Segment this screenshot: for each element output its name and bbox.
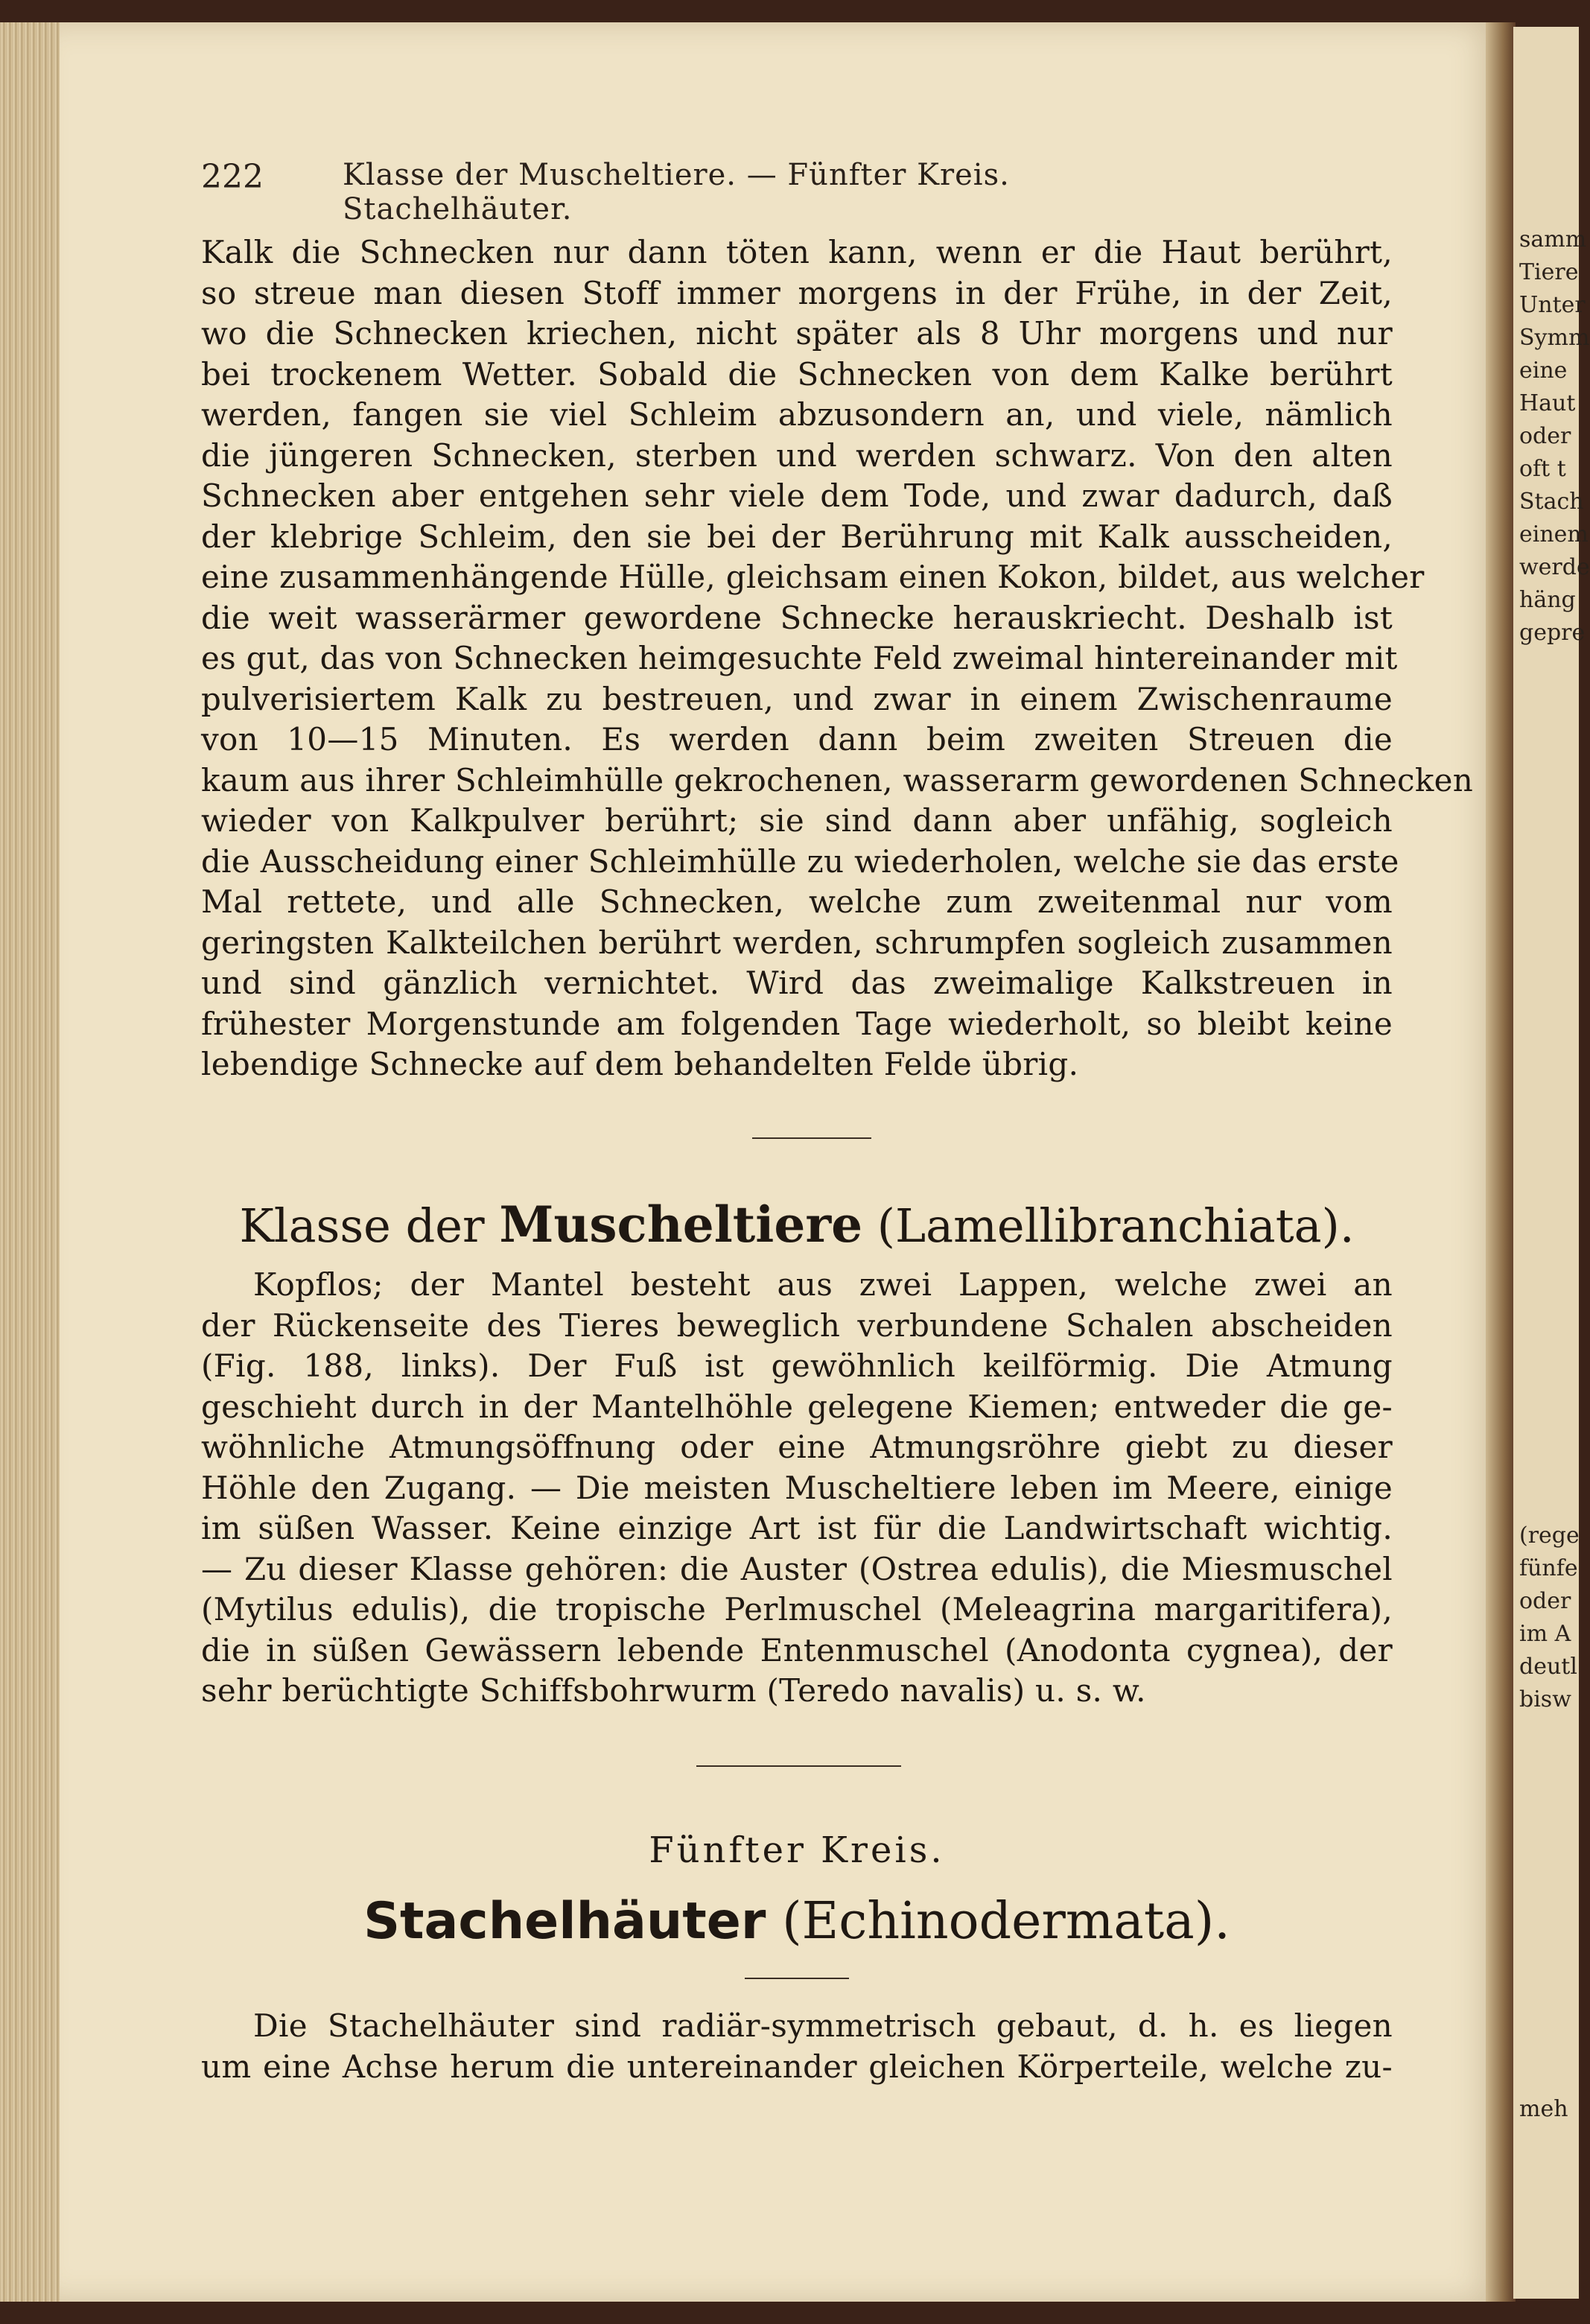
text-line: lebendige Schnecke auf dem behandelten Felde übrig. [201, 1046, 1079, 1082]
text-line: — Zu dieser Klasse gehören: die Auster (Ostrea edulis), die Miesmuschel [201, 1550, 1393, 1587]
facing-fragment: bisw [1519, 1686, 1571, 1712]
running-title: Klasse der Muscheltiere. — Fünfter Kreis. Stachelhäuter. [343, 158, 1010, 226]
heading-latin: (Lamellibranchiata). [877, 1198, 1355, 1253]
facing-page-text-middle [1519, 1520, 1580, 1716]
facing-fragment: oder [1519, 423, 1571, 449]
text-line: sehr berüchtigte Schiffsbohrwurm (Teredo navalis) u. s. w. [201, 1672, 1146, 1709]
section-divider [752, 1137, 871, 1139]
text-line: geschieht durch in der Mantelhöhle gelegene Kiemen; entweder die ge- [201, 1388, 1393, 1425]
facing-fragment: meh [1519, 2096, 1568, 2122]
text-line: so streue man diesen Stoff immer morgens in der Frühe, in der Zeit, [201, 274, 1393, 311]
text-line: kaum aus ihrer Schleimhülle gekrochenen, wasserarm gewordenen Schnecken [201, 761, 1474, 799]
text-line: der klebrige Schleim, den sie bei der Berührung mit Kalk ausscheiden, [201, 518, 1393, 555]
text-line: pulverisiertem Kalk zu bestreuen, und zwar in einem Zwischenraume [201, 680, 1393, 717]
text-line: Kalk die Schnecken nur dann töten kann, wenn er die Haut berührt, [201, 234, 1393, 270]
section-divider [696, 1765, 901, 1767]
paragraph-3 [201, 2006, 1393, 2087]
text-line: die jüngeren Schnecken, sterben und werden schwarz. Von den alten [201, 436, 1393, 474]
text-line: Kopflos; der Mantel besteht aus zwei Lappen, welche zwei an [253, 1266, 1393, 1303]
text-line: Schnecken aber entgehen sehr viele dem Tode, und zwar dadurch, daß [201, 477, 1393, 514]
text-line: Die Stachelhäuter sind radiär-symmetrisch gebaut, d. h. es liegen [253, 2007, 1393, 2044]
text-line: der Rückenseite des Tieres beweglich verbundene Schalen abscheiden [201, 1307, 1393, 1344]
facing-fragment: (rege [1519, 1523, 1580, 1549]
section-divider [745, 1978, 849, 1979]
section-heading-muscheltiere [201, 1196, 1393, 1254]
text-line: von 10—15 Minuten. Es werden dann beim zweiten Streuen die [201, 721, 1393, 758]
heading-prefix: Klasse der [239, 1198, 485, 1253]
facing-fragment: fünfe [1519, 1555, 1578, 1581]
paragraph-1 [201, 232, 1474, 1085]
heading-main: Stachelhäuter [363, 1892, 766, 1951]
text-line: eine zusammenhängende Hülle, gleichsam einen Kokon, bildet, aus welcher [201, 559, 1425, 595]
facing-page-text-top [1519, 223, 1590, 650]
book-gutter [1486, 22, 1516, 2302]
facing-fragment: werde [1519, 554, 1590, 580]
facing-fragment: Haut [1519, 390, 1576, 416]
heading-main: Muscheltiere [499, 1196, 863, 1254]
facing-fragment: deutl [1519, 1654, 1577, 1680]
text-line: (Fig. 188, links). Der Fuß ist gewöhnlich keilförmig. Die Atmung [201, 1347, 1393, 1384]
text-line: die weit wasserärmer gewordene Schnecke herauskriecht. Deshalb ist [201, 599, 1393, 636]
page-number: 222 [201, 158, 264, 196]
text-line: um eine Achse herum die untereinander gleichen Körperteile, welche zu- [201, 2048, 1393, 2085]
facing-fragment: Tiere [1519, 259, 1579, 285]
text-line: und sind gänzlich vernichtet. Wird das zweimalige Kalkstreuen in [201, 965, 1393, 1001]
facing-fragment: im A [1519, 1621, 1571, 1647]
text-line: geringsten Kalkteilchen berührt werden, schrumpfen sogleich zusammen [201, 924, 1393, 961]
section-subtitle: Fünfter Kreis. [649, 1829, 945, 1871]
facing-fragment: eine [1519, 358, 1568, 384]
facing-fragment: einem [1519, 521, 1589, 547]
facing-fragment: Symm [1519, 325, 1590, 351]
text-line: werden, fangen sie viel Schleim abzusondern an, und viele, nämlich [201, 396, 1393, 433]
text-line: wieder von Kalkpulver berührt; sie sind dann aber unfähig, sogleich [201, 802, 1393, 839]
facing-fragment: oft t [1519, 456, 1566, 482]
text-line: es gut, das von Schnecken heimgesuchte Feld zweimal hintereinander mit [201, 640, 1398, 676]
section-heading-stachelhaeuter [201, 1892, 1393, 1951]
text-line: bei trockenem Wetter. Sobald die Schnecken von dem Kalke berührt [201, 355, 1393, 393]
facing-fragment: häng [1519, 587, 1576, 613]
facing-fragment: gepre [1519, 620, 1586, 646]
text-line: die in süßen Gewässern lebende Entenmuschel (Anodonta cygnea), der [201, 1631, 1393, 1669]
text-line: wo die Schnecken kriechen, nicht später als 8 Uhr morgens und nur [201, 315, 1393, 352]
text-line: wöhnliche Atmungsöffnung oder eine Atmungsröhre giebt zu dieser [201, 1429, 1393, 1465]
text-line: Mal rettete, und alle Schnecken, welche zum zweitenmal nur vom [201, 883, 1393, 920]
text-line: die Ausscheidung einer Schleimhülle zu wiederholen, welche sie das erste [201, 842, 1399, 880]
text-line: Höhle den Zugang. — Die meisten Muscheltiere leben im Meere, einige [201, 1469, 1393, 1506]
facing-fragment: Stach [1519, 489, 1584, 515]
text-line: frühester Morgenstunde am folgenden Tage wiederholt, so bleibt keine [201, 1005, 1393, 1042]
text-line: im süßen Wasser. Keine einzige Art ist für die Landwirtschaft wichtig. [201, 1510, 1393, 1546]
text-line: (Mytilus edulis), die tropische Perlmuschel (Meleagrina margaritifera), [201, 1591, 1393, 1628]
facing-fragment: Unter [1519, 292, 1586, 318]
facing-page-text-bottom [1519, 2093, 1568, 2126]
page-header [201, 158, 1244, 226]
facing-fragment: samm [1519, 226, 1587, 253]
paragraph-2 [201, 1265, 1393, 1712]
facing-fragment: oder [1519, 1588, 1571, 1614]
heading-latin: (Echinodermata). [782, 1892, 1230, 1951]
